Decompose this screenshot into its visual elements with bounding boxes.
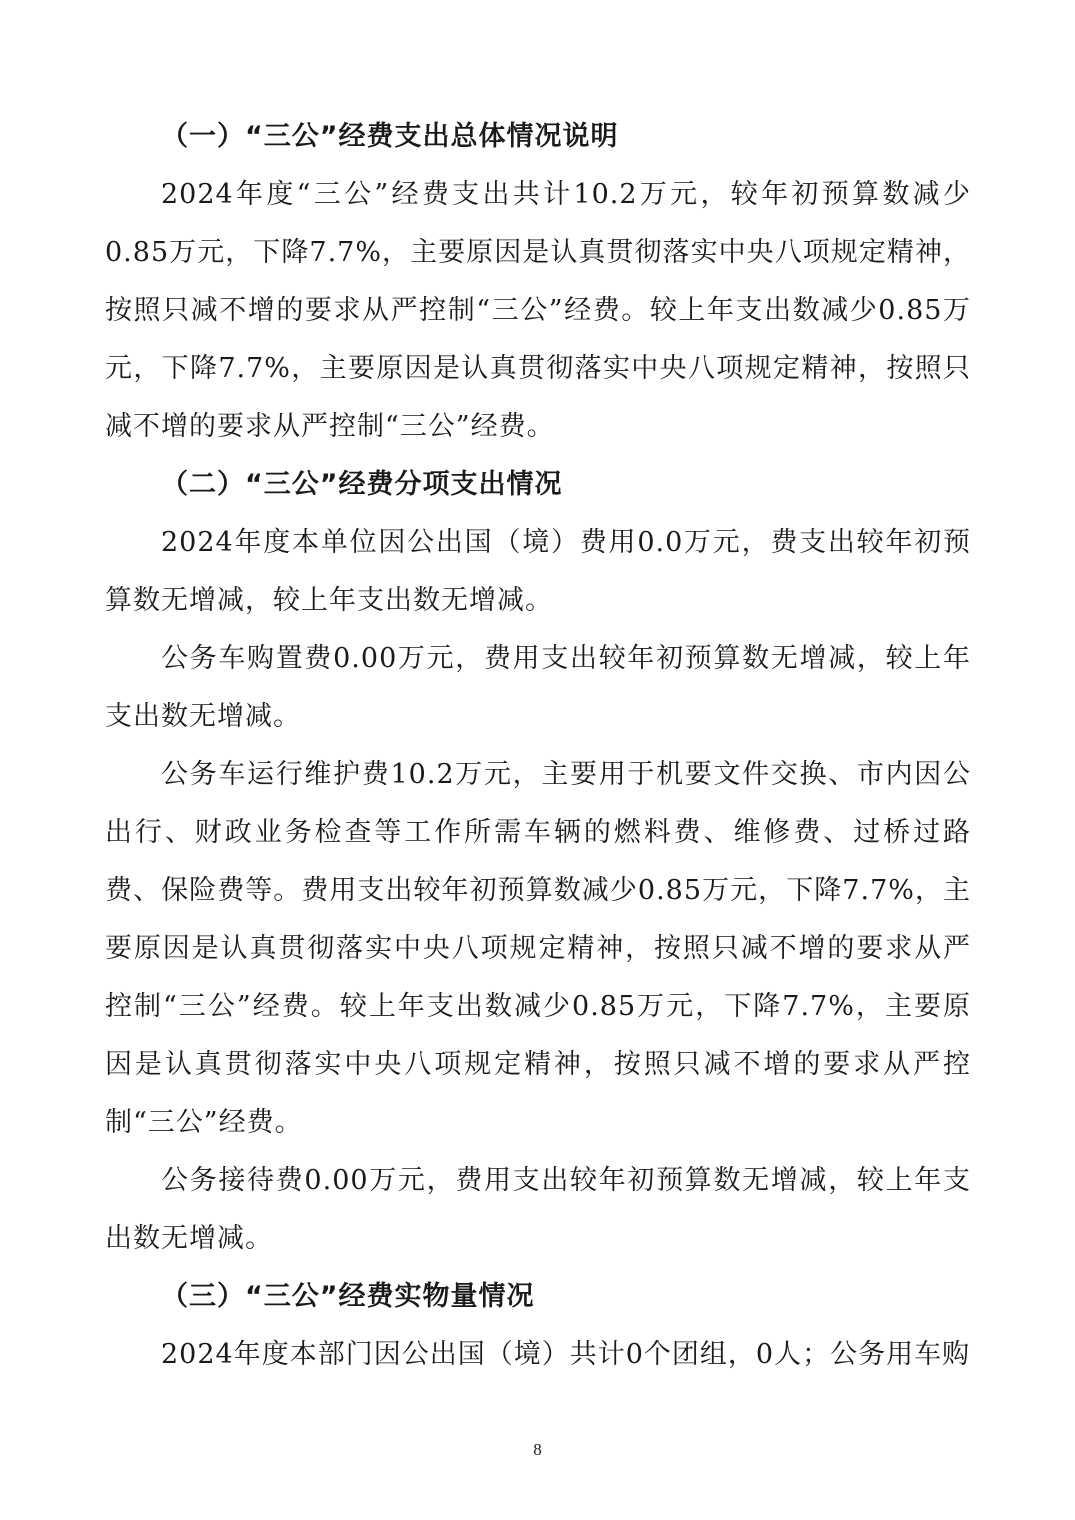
paragraph-vehicle-purchase: 公务车购置费0.00万元，费用支出较年初预算数无增减，较上年支出数无增减。 [105, 643, 971, 732]
paragraph-reception: 公务接待费0.00万元，费用支出较年初预算数无增减，较上年支出数无增减。 [105, 1165, 971, 1254]
page-number: 8 [533, 1440, 542, 1459]
section-heading-1: （一）“三公”经费支出总体情况说明 [161, 121, 619, 152]
document-body [105, 108, 971, 1384]
paragraph-physical-quantity: 2024年度本部门因公出国（境）共计0个团组，0人；公务用车购 [161, 1339, 971, 1370]
paragraph-overview: 2024年度“三公”经费支出共计10.2万元，较年初预算数减少0.85万元，下降7.7%，主要原因是认真贯彻落实中央八项规定精神，按照只减不增的要求从严控制“三公”经费。较上年支出数减少0.85万元，下降7.7%，主要原因是认真贯彻落实中央八项规定精神，按照只减不增的要求从严控制“三公”经费。 [105, 179, 971, 442]
paragraph-overseas-travel: 2024年度本单位因公出国（境）费用0.0万元，费支出较年初预算数无增减，较上年支出数无增减。 [105, 527, 971, 616]
section-heading-3: （三）“三公”经费实物量情况 [161, 1281, 535, 1312]
paragraph-vehicle-operation: 公务车运行维护费10.2万元，主要用于机要文件交换、市内因公出行、财政业务检查等工作所需车辆的燃料费、维修费、过桥过路费、保险费等。费用支出较年初预算数减少0.85万元，下降7.7%，主要原因是认真贯彻落实中央八项规定精神，按照只减不增的要求从严控制“三公”经费。较上年支出数减少0.85万元，下降7.7%，主要原因是认真贯彻落实中央八项规定精神，按照只减不增的要求从严控制“三公”经费。 [105, 759, 971, 1138]
section-heading-2: （二）“三公”经费分项支出情况 [161, 469, 563, 500]
